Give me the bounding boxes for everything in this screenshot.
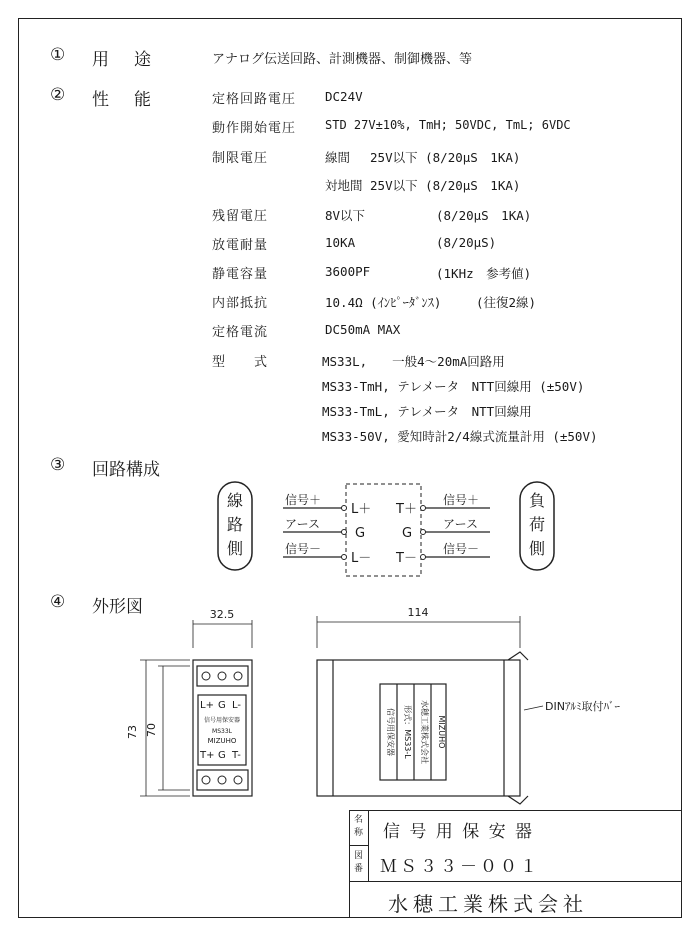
section-4-title: 外形図 — [92, 597, 143, 617]
model-line: MS33-50V, 愛知時計2/4線式流量計用 (±50V) — [322, 429, 598, 444]
section-2-number: ② — [50, 85, 66, 105]
right-wire-label: アース — [443, 517, 479, 531]
side-label: 信号用保安器 — [386, 708, 395, 756]
spec-value-rated-current: DC50mA MAX — [325, 322, 401, 337]
front-terminal: L- — [232, 700, 242, 711]
spec-cond-resistance: (往復2線) — [476, 295, 537, 310]
box-terminal: G — [402, 526, 413, 541]
side-label: 水穂工業株式会社 — [420, 700, 429, 764]
front-terminal: T- — [232, 750, 241, 761]
spec-value-discharge: 10KA — [325, 235, 356, 250]
spec-label-discharge: 放電耐量 — [212, 238, 269, 253]
model-line: MS33L, 一般4～20mA回路用 — [322, 354, 505, 369]
left-wire-label: 信号＋ — [285, 493, 322, 507]
dim-front-outer-height: 73 — [126, 725, 139, 739]
spec-label-capacitance: 静電容量 — [212, 267, 269, 282]
spec-label-resistance: 内部抵抗 — [212, 296, 269, 311]
line-side-char: 線 — [226, 491, 244, 510]
left-wire-label: アース — [285, 517, 321, 531]
front-terminal: G — [218, 700, 226, 711]
box-terminal: L＋ — [351, 502, 372, 517]
side-label: MIZUHO — [437, 715, 446, 749]
spec-cond-capacitance: (1KHz 参考値) — [436, 266, 532, 281]
spec-label-limit-voltage: 制限電圧 — [212, 151, 269, 166]
front-terminal: L+ — [200, 700, 214, 711]
left-wire-label: 信号－ — [285, 542, 322, 556]
spec-value-limit-voltage-1: 線間 25V以下 (8/20μS 1KA) — [325, 150, 521, 165]
outline-drawing — [0, 600, 700, 810]
box-terminal: T＋ — [396, 502, 417, 517]
front-label: 信号用保安器 — [203, 717, 241, 724]
dim-front-inner-height: 70 — [145, 723, 158, 737]
section-2-title: 性 能 — [92, 90, 155, 110]
spec-label-residual-voltage: 残留電圧 — [212, 209, 269, 224]
front-label: MIZUHO — [207, 737, 237, 745]
spec-value-limit-voltage-2: 対地間 25V以下 (8/20μS 1KA) — [325, 178, 521, 193]
box-terminal: L－ — [351, 551, 372, 566]
front-terminal: T+ — [200, 750, 215, 761]
front-label: MS33L — [212, 728, 232, 735]
section-3-title: 回路構成 — [92, 460, 160, 480]
box-terminal: T－ — [396, 551, 417, 566]
right-wire-label: 信号＋ — [443, 493, 480, 507]
load-side-char: 側 — [528, 539, 546, 558]
section-4-number: ④ — [50, 592, 66, 612]
spec-value-residual-voltage: 8V以下 — [325, 208, 366, 223]
drawing-number-label: 図番 — [354, 851, 364, 874]
dim-side-width: 114 — [407, 606, 429, 619]
spec-value-start-voltage: STD 27V±10%, TmH; 50VDC, TmL; 6VDC — [325, 118, 571, 132]
load-side-char: 荷 — [528, 515, 546, 534]
company-name: 水穂工業株式会社 — [388, 892, 588, 916]
spec-label-model: 型 式 — [212, 355, 269, 370]
side-label: 形式：MS33-L — [403, 705, 412, 759]
spec-label-rated-voltage: 定格回路電圧 — [212, 92, 297, 107]
section-3-number: ③ — [50, 455, 66, 475]
spec-label-start-voltage: 動作開始電圧 — [212, 121, 297, 136]
load-side-char: 負 — [528, 491, 546, 510]
name-label: 名称 — [354, 815, 364, 838]
spec-label-rated-current: 定格電流 — [212, 325, 269, 340]
box-terminal: G — [355, 526, 366, 541]
spec-value-rated-voltage: DC24V — [325, 89, 363, 104]
spec-value-resistance: 10.4Ω (ｲﾝﾋﾟｰﾀﾞﾝｽ) — [325, 295, 442, 310]
section-1-text: アナログ伝送回路、計測機器、制御機器、等 — [212, 52, 473, 67]
model-line: MS33-TmH, テレメータ NTT回線用 (±50V) — [322, 379, 585, 394]
spec-cond-residual-voltage: (8/20μS 1KA) — [436, 208, 532, 223]
right-wire-label: 信号－ — [443, 542, 480, 556]
dim-front-width: 32.5 — [209, 608, 235, 621]
line-side-char: 側 — [226, 539, 244, 558]
spec-value-capacitance: 3600PF — [325, 264, 371, 279]
model-line: MS33-TmL, テレメータ NTT回線用 — [322, 404, 532, 419]
drawing-number: ＭＳ３３－００１ — [380, 857, 540, 877]
section-1-title: 用 途 — [92, 50, 155, 70]
din-rail-label: DINｱﾙﾐ取付ﾊﾞｰ — [545, 700, 620, 713]
spec-cond-discharge: (8/20μS) — [436, 235, 497, 250]
front-terminal: G — [218, 750, 226, 761]
product-name: 信 号 用 保 安 器 — [383, 822, 535, 842]
circuit-diagram — [0, 470, 700, 590]
line-side-char: 路 — [226, 515, 244, 534]
section-1-number: ① — [50, 45, 66, 65]
